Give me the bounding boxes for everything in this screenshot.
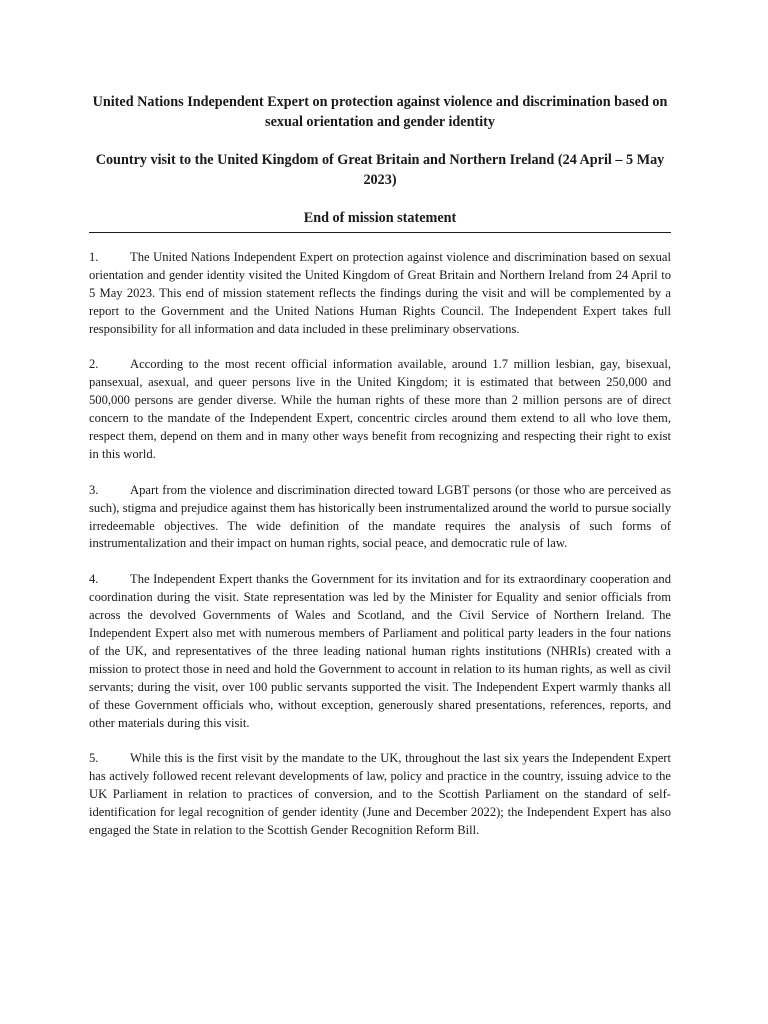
document-page	[89, 92, 671, 858]
paragraph-text: The United Nations Independent Expert on protection against violence and discrimination based on sexual orientation and gender identity visited the United Kingdom of Great Britain and Northern Ireland from 24 April to 5 May 2023. This end of mission statement reflects the findings during the visit and will be complemented by a report to the Government and the United Nations Human Rights Council. The Independent Expert takes full responsibility for all information and data included in these preliminary observations.	[89, 250, 671, 336]
paragraph-text: According to the most recent official information available, around 1.7 million lesbian, gay, bisexual, pansexual, asexual, and queer persons live in the United Kingdom; it is estimated that between 250,000 and 500,000 persons are gender diverse. While the human rights of these more than 2 million persons are of direct concern to the mandate of the Independent Expert, concentric circles around them extend to all who love them, respect them, depend on them and in many other ways benefit from recognizing and respecting their right to exist in this world.	[89, 357, 671, 461]
visit-heading: Country visit to the United Kingdom of Great Britain and Northern Ireland (24 April – 5 May 2023)	[95, 152, 665, 188]
paragraph-number: 1.	[89, 250, 99, 264]
statement-heading: End of mission statement	[89, 208, 671, 233]
paragraph-number: 4.	[89, 572, 99, 587]
paragraph-text: While this is the first visit by the mandate to the UK, throughout the last six years the Independent Expert has actively followed recent relevant developments of law, policy and practice in the country, issuing advice to the UK Parliament in relation to practices of conversion, and to the Scottish Parliament on the standard of self-identification for legal recognition of gender identity (June and December 2022); the Independent Expert has also engaged the State in relation to the Scottish Gender Recognition Reform Bill.	[89, 751, 671, 837]
paragraph-1	[89, 249, 671, 339]
paragraph-3	[89, 482, 671, 554]
paragraph-2	[89, 356, 671, 463]
paragraph-5	[89, 750, 671, 840]
paragraph-text: Apart from the violence and discrimination directed toward LGBT persons (or those who are perceived as such), stigma and prejudice against them has historically been instrumentalized around the world to pursue socially irredeemable objectives. The wide definition of the mandate requires the analysis of such forms of instrumentalization and their impact on human rights, social peace, and democratic rule of law.	[89, 482, 671, 551]
paragraph-4	[89, 571, 671, 732]
paragraph-number: 5.	[89, 751, 99, 766]
paragraph-number: 2.	[89, 357, 99, 372]
document-title: United Nations Independent Expert on protection against violence and discrimination based on sexual orientation and gender identity	[92, 94, 668, 130]
paragraph-number: 3.	[89, 482, 99, 497]
paragraph-text: The Independent Expert thanks the Government for its invitation and for its extraordinary cooperation and coordination during the visit. State representation was led by the Minister for Equality and senior officials from across the devolved Governments of Wales and Scotland, and the Civil Service of Northern Ireland. The Independent Expert also met with numerous members of Parliament and political party leaders in the four nations of the UK, and representatives of the three leading national human rights institutions (NHRIs) created with a mission to protect those in need and hold the Government to account in relation to its human rights, as well as civil servants; during the visit, over 100 public servants supported the visit. The Independent Expert warmly thanks all of these Government officials who, without exception, generously shared presentations, references, reports, and other materials during this visit.	[89, 572, 671, 730]
